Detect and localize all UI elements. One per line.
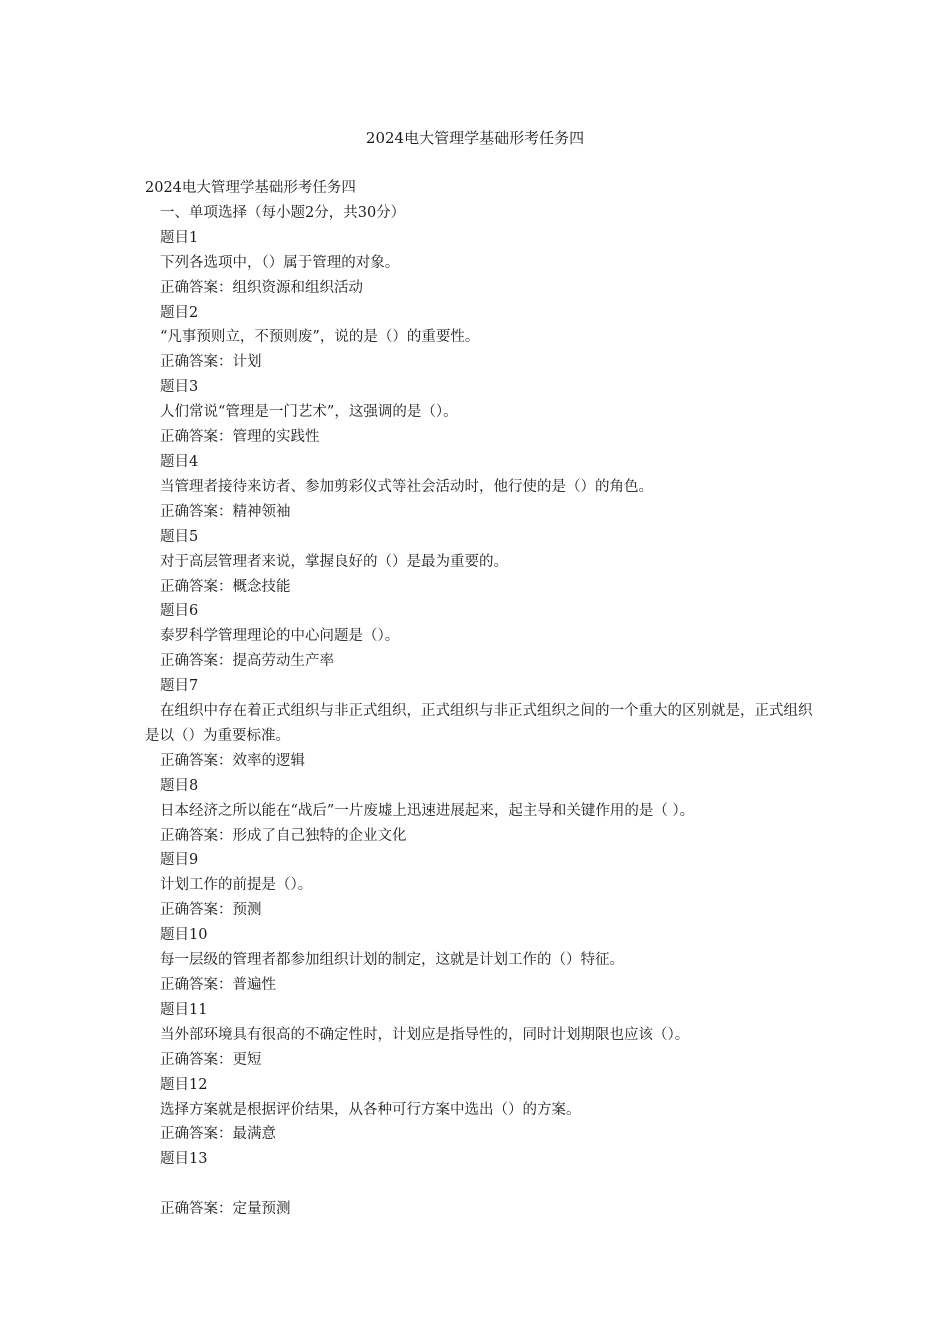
question-answer: 正确答案：管理的实践性 <box>160 429 320 446</box>
question-text: 计划工作的前提是（）。 <box>160 877 313 894</box>
question-answer: 正确答案：最满意 <box>160 1126 276 1143</box>
question-text: 人们常说“管理是一门艺术”，这强调的是（）。 <box>160 404 458 421</box>
question-label: 题目3 <box>160 379 199 396</box>
question-label: 题目5 <box>160 528 199 545</box>
question-text: 当外部环境具有很高的不确定性时，计划应是指导性的，同时计划期限也应该（）。 <box>160 1026 690 1043</box>
question-text <box>145 1172 813 1197</box>
question-label: 题目11 <box>160 1001 208 1018</box>
question-answer: 正确答案：概念技能 <box>160 578 291 595</box>
question-answer: 正确答案：预测 <box>160 902 262 919</box>
section-heading: 一、单项选择（每小题2分，共30分） <box>160 204 406 221</box>
question-list <box>145 226 813 1222</box>
question-label: 题目6 <box>160 603 199 620</box>
question-text: 对于高层管理者来说，掌握良好的（）是最为重要的。 <box>160 553 508 570</box>
question-answer: 正确答案：普遍性 <box>160 977 276 993</box>
question-answer: 正确答案：计划 <box>160 354 262 371</box>
question-answer: 正确答案：效率的逻辑 <box>160 752 305 769</box>
question-label: 题目1 <box>160 229 199 246</box>
question-label: 题目4 <box>160 453 199 470</box>
question-answer: 正确答案：精神领袖 <box>160 503 291 520</box>
question-text: 在组织中存在着正式组织与非正式组织，正式组织与非正式组织之间的一个重大的区别就是，正式组织是以（）为重要标准。 <box>145 703 813 744</box>
question-text: 日本经济之所以能在“战后”一片废墟上迅速进展起来，起主导和关键作用的是（ ）。 <box>160 802 695 819</box>
question-text: 当管理者接待来访者、参加剪彩仪式等社会活动时，他行使的是（）的角色。 <box>160 478 653 495</box>
page-title: 2024电大管理学基础形考任务四 <box>365 129 585 147</box>
question-text: “凡事预则立，不预则废”，说的是（）的重要性。 <box>160 329 480 346</box>
question-label: 题目10 <box>160 927 208 944</box>
question-label: 题目7 <box>160 678 199 695</box>
question-answer: 正确答案：定量预测 <box>160 1201 291 1218</box>
question-label: 题目2 <box>160 304 199 321</box>
question-answer: 正确答案：组织资源和组织活动 <box>160 279 363 296</box>
question-answer: 正确答案：更短 <box>160 1051 262 1068</box>
question-label: 题目8 <box>160 777 199 794</box>
question-text: 选择方案就是根据评价结果，从各种可行方案中选出（）的方案。 <box>160 1101 581 1118</box>
question-label: 题目13 <box>160 1151 208 1168</box>
question-label: 题目12 <box>160 1076 208 1093</box>
question-answer: 正确答案：形成了自己独特的企业文化 <box>160 827 407 844</box>
question-text: 每一层级的管理者都参加组织计划的制定，这就是计划工作的（）特征。 <box>160 952 624 969</box>
question-text: 下列各选项中，（）属于管理的对象。 <box>160 254 400 271</box>
question-answer: 正确答案：提高劳动生产率 <box>160 653 334 670</box>
question-label: 题目9 <box>160 852 199 869</box>
question-text: 泰罗科学管理理论的中心问题是（）。 <box>160 628 400 645</box>
document-body <box>145 176 813 1222</box>
document-title: 2024电大管理学基础形考任务四 <box>145 180 356 196</box>
